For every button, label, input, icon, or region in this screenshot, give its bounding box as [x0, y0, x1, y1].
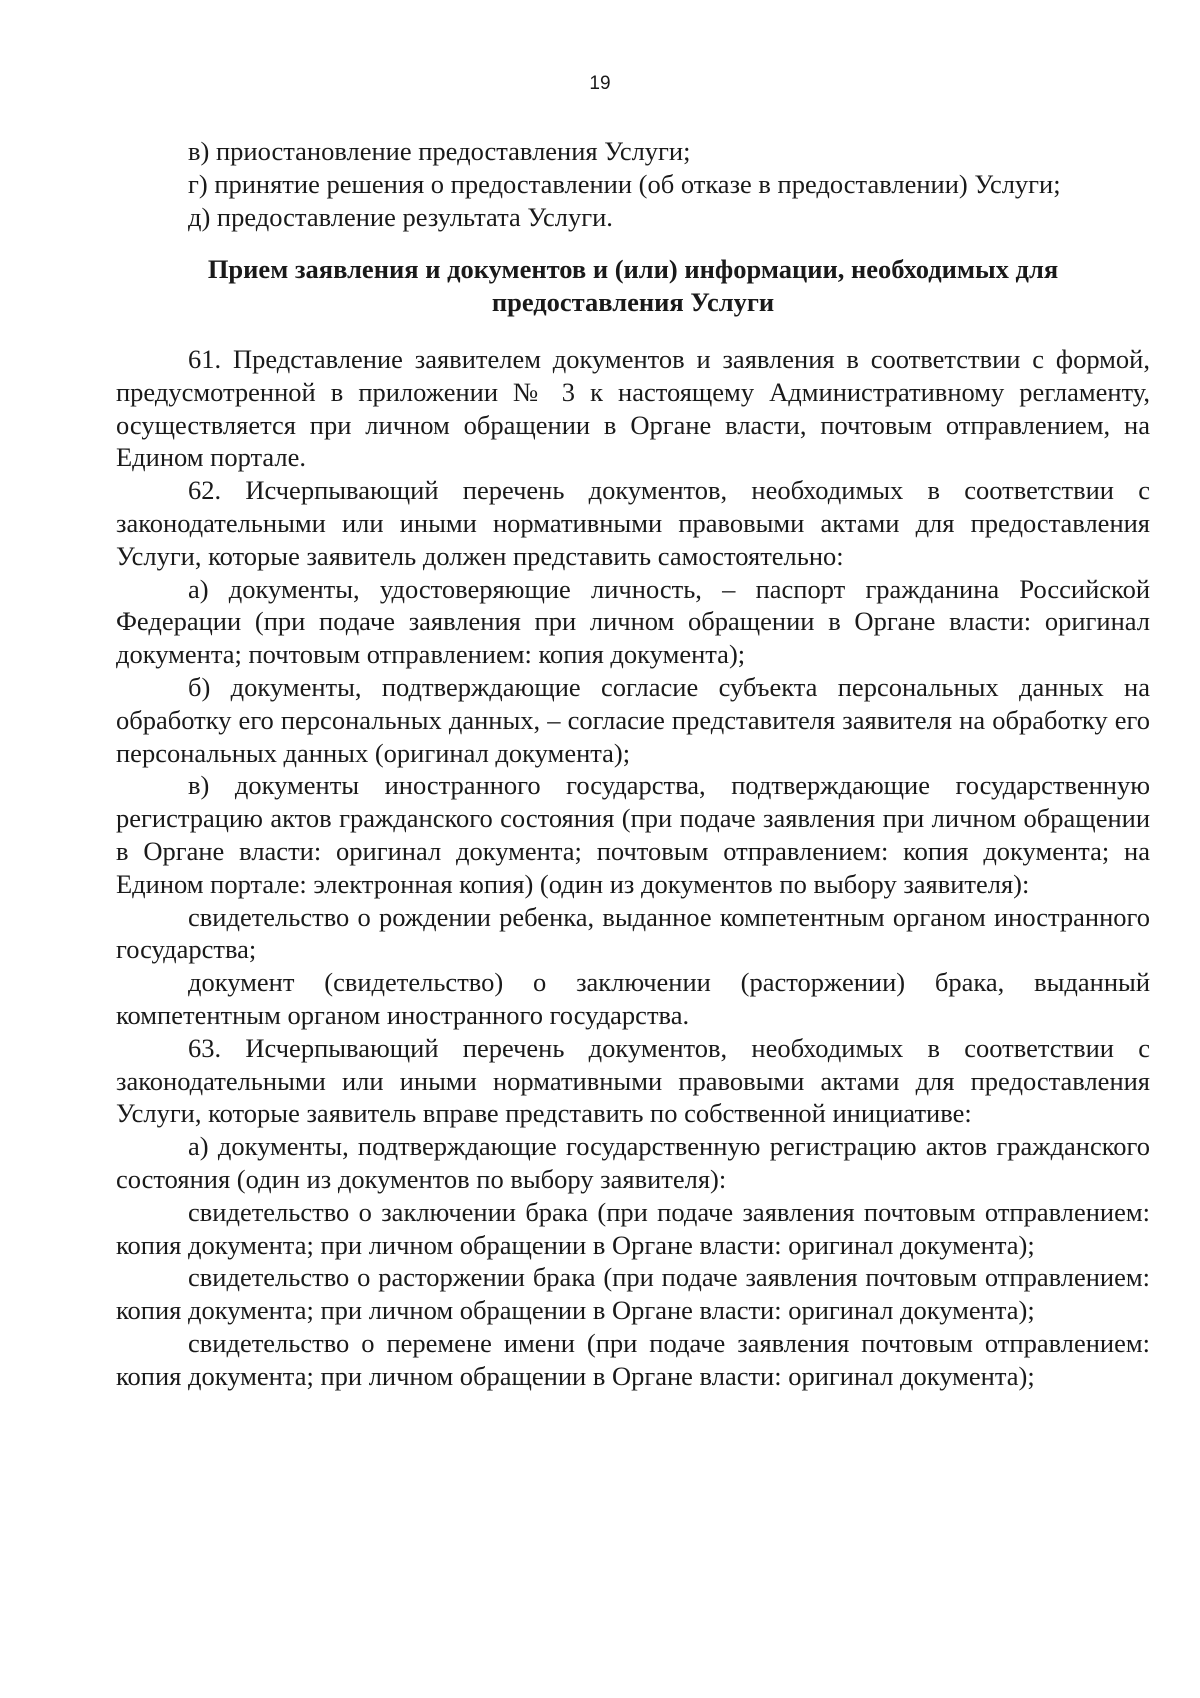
document-body: [116, 135, 1150, 1392]
paragraph-63-a-marriage-certificate: свидетельство о заключении брака (при подаче заявления почтовым отправлением: копия документа; при личном обращении в Органе власти: оригинал документа);: [116, 1196, 1150, 1260]
paragraph-62-b: б) документы, подтверждающие согласие субъекта персональных данных на обработку его персональных данных, – согласие представителя заявителя на обработку его персональных данных (оригинал документа);: [116, 671, 1150, 768]
paragraph-63-a-name-change-certificate: свидетельство о перемене имени (при подаче заявления почтовым отправлением: копия документа; при личном обращении в Органе власти: оригинал документа);: [116, 1327, 1150, 1391]
section-heading: [116, 253, 1150, 319]
paragraph-62-a: а) документы, удостоверяющие личность, – паспорт гражданина Российской Федерации (при подаче заявления при личном обращении в Органе власти: оригинал документа; почтовым отправлением: копия документа);: [116, 573, 1150, 670]
paragraph-63-a-divorce-certificate: свидетельство о расторжении брака (при подаче заявления почтовым отправлением: копия документа; при личном обращении в Органе власти: оригинал документа);: [116, 1262, 1150, 1326]
paragraph-63-a: а) документы, подтверждающие государственную регистрацию актов гражданского состояния (один из документов по выбору заявителя):: [116, 1131, 1150, 1194]
section-heading-line-1: Прием заявления и документов и (или) информации, необходимых для: [207, 254, 1059, 285]
paragraph-62: 62. Исчерпывающий перечень документов, необходимых в соответствии с законодательными или иными нормативными правовыми актами для предоставления Услуги, которые заявитель должен представить самостоятельно:: [116, 475, 1150, 571]
list-item-g: г) принятие решения о предоставлении (об отказе в предоставлении) Услуги;: [188, 168, 1061, 199]
paragraph-62-v: в) документы иностранного государства, подтверждающие государственную регистрацию актов гражданского состояния (при подаче заявления при личном обращении в Органе власти: оригинал документа; почтовым отправлением: копия документа; на Едином портале: электронная копия) (один из документов по выбору заявителя):: [116, 770, 1150, 899]
page-number: 19: [589, 73, 611, 94]
paragraph-61: 61. Представление заявителем документов и заявления в соответствии с формой, предусмотренной в приложении № 3 к настоящему Административному регламенту, осуществляется при личном обращении в Органе власти, почтовым отправлением, на Едином портале.: [116, 343, 1150, 473]
section-heading-line-2: предоставления Услуги: [491, 287, 775, 318]
paragraph-62-v-birth-certificate: свидетельство о рождении ребенка, выданное компетентным органом иностранного государства;: [116, 901, 1150, 965]
list-item-v: в) приостановление предоставления Услуги;: [188, 136, 691, 166]
list-item-d: д) предоставление результата Услуги.: [188, 201, 613, 232]
paragraph-63: 63. Исчерпывающий перечень документов, необходимых в соответствии с законодательными или иными нормативными правовыми актами для предоставления Услуги, которые заявитель вправе представить по собственной инициативе:: [116, 1032, 1150, 1129]
paragraph-62-v-marriage-document: документ (свидетельство) о заключении (расторжении) брака, выданный компетентным органом иностранного государства.: [116, 967, 1150, 1030]
